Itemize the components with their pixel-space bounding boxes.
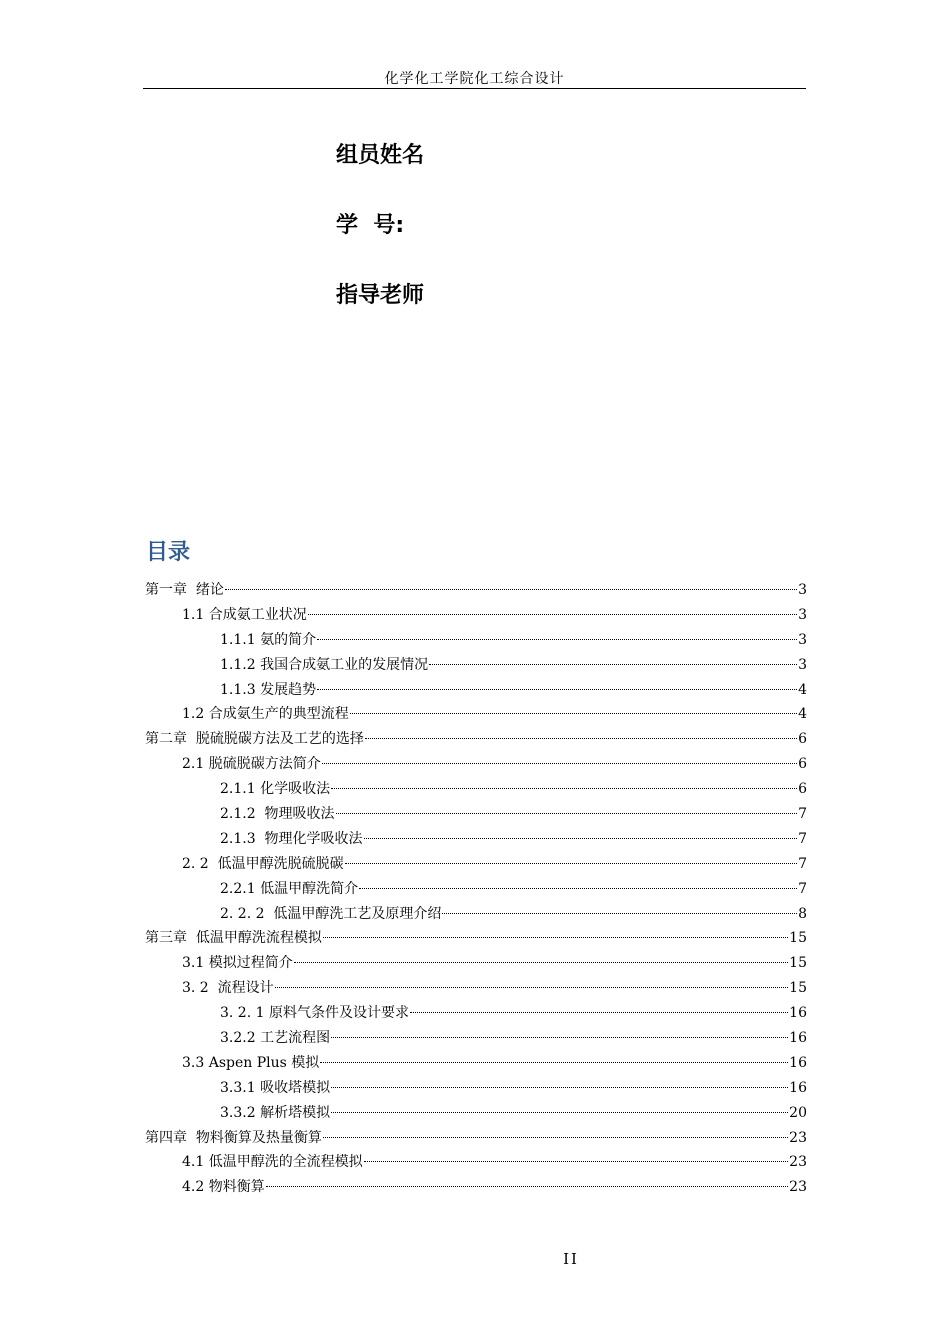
members-label: 组员姓名: [336, 143, 425, 168]
toc-entry-text: 1.1 合成氨工业状况: [182, 606, 307, 623]
toc-entry[interactable]: [145, 578, 807, 603]
toc-entry-text: 第二章 脱硫脱碳方法及工艺的选择: [145, 731, 364, 748]
toc-dot-leader: [266, 1186, 788, 1187]
toc-entry-text: 2.2.1 低温甲醇洗简介: [220, 880, 359, 897]
toc-entry[interactable]: [145, 802, 807, 827]
toc-entry-page: 15: [789, 955, 807, 972]
toc-entry-page: 8: [798, 905, 807, 922]
toc-entry[interactable]: [145, 702, 807, 727]
toc-entry-page: 7: [798, 830, 807, 847]
toc-dot-leader: [331, 788, 797, 789]
toc-dot-leader: [308, 614, 797, 615]
toc-entry-page: 3: [798, 631, 807, 648]
advisor-label: 指导老师: [336, 283, 425, 308]
toc-entry-text: 2.1.2 物理吸收法: [220, 806, 335, 823]
toc-dot-leader: [345, 863, 797, 864]
toc-entry-text: 3.3.1 吸收塔模拟: [220, 1079, 331, 1096]
toc-dot-leader: [331, 1112, 788, 1113]
toc-entry-page: 15: [789, 980, 807, 997]
toc-entry-text: 3.1 模拟过程简介: [182, 955, 293, 972]
toc-entry-text: 2.1 脱硫脱碳方法简介: [182, 756, 321, 773]
toc-dot-leader: [410, 1012, 788, 1013]
toc-entry[interactable]: [145, 752, 807, 777]
toc-entry-text: 3. 2 流程设计: [182, 980, 274, 997]
toc-entry[interactable]: [145, 1076, 807, 1101]
toc-dot-leader: [317, 639, 797, 640]
toc-entry[interactable]: [145, 1051, 807, 1076]
toc-entry[interactable]: [145, 628, 807, 653]
toc-dot-leader: [364, 1161, 788, 1162]
toc-entry[interactable]: [145, 1126, 807, 1151]
toc-list: [145, 578, 807, 1200]
toc-entry-page: 6: [798, 731, 807, 748]
header-rule: [143, 88, 806, 89]
toc-dot-leader: [323, 937, 788, 938]
toc-entry[interactable]: [145, 852, 807, 877]
toc-dot-leader: [331, 1037, 788, 1038]
toc-entry-text: 3.3.2 解析塔模拟: [220, 1104, 331, 1121]
toc-entry-text: 1.1.1 氨的简介: [220, 631, 317, 648]
toc-entry-page: 16: [789, 1030, 807, 1047]
toc-entry-page: 20: [789, 1104, 807, 1121]
toc-entry[interactable]: [145, 777, 807, 802]
toc-entry-page: 16: [789, 1005, 807, 1022]
toc-entry-page: 23: [789, 1129, 807, 1146]
toc-entry-text: 4.1 低温甲醇洗的全流程模拟: [182, 1154, 363, 1171]
toc-entry-text: 1.1.2 我国合成氨工业的发展情况: [220, 656, 429, 673]
toc-dot-leader: [442, 913, 797, 914]
student-id-label: 学 号:: [336, 213, 405, 238]
page-number: II: [563, 1250, 579, 1268]
toc-entry[interactable]: [145, 1175, 807, 1200]
toc-entry-text: 第四章 物料衡算及热量衡算: [145, 1129, 322, 1146]
toc-entry[interactable]: [145, 1026, 807, 1051]
toc-entry-page: 16: [789, 1079, 807, 1096]
toc-entry[interactable]: [145, 653, 807, 678]
toc-dot-leader: [322, 763, 797, 764]
toc-dot-leader: [320, 1062, 788, 1063]
toc-entry-page: 3: [798, 582, 807, 598]
toc-entry-page: 3: [798, 656, 807, 673]
toc-entry-page: 4: [798, 681, 807, 698]
toc-entry-text: 第三章 低温甲醇洗流程模拟: [145, 930, 322, 947]
toc-entry-text: 第一章 绪论: [145, 582, 224, 598]
toc-dot-leader: [294, 962, 788, 963]
toc-entry-page: 6: [798, 781, 807, 798]
toc-dot-leader: [323, 1137, 788, 1138]
toc-dot-leader: [359, 888, 797, 889]
toc-entry-page: 7: [798, 855, 807, 872]
toc-entry-text: 3.3 Aspen Plus 模拟: [182, 1054, 320, 1071]
toc-entry-text: 2.1.3 物理化学吸收法: [220, 830, 363, 847]
toc-entry-page: 15: [789, 930, 807, 947]
toc-entry[interactable]: [145, 827, 807, 852]
toc-entry-text: 1.2 合成氨生产的典型流程: [182, 706, 349, 723]
toc-dot-leader: [429, 664, 797, 665]
toc-entry-text: 4.2 物料衡算: [182, 1179, 265, 1196]
toc-entry-page: 16: [789, 1054, 807, 1071]
toc-entry[interactable]: [145, 951, 807, 976]
toc-entry[interactable]: [145, 976, 807, 1001]
toc-entry-page: 23: [789, 1154, 807, 1171]
toc-entry[interactable]: [145, 877, 807, 902]
toc-entry-page: 3: [798, 606, 807, 623]
toc-entry-text: 2.1.1 化学吸收法: [220, 781, 331, 798]
toc-entry[interactable]: [145, 926, 807, 951]
toc-entry-text: 1.1.3 发展趋势: [220, 681, 317, 698]
toc-dot-leader: [317, 689, 797, 690]
toc-entry[interactable]: [145, 727, 807, 752]
toc-entry-page: 7: [798, 806, 807, 823]
toc-entry-text: 2. 2. 2 低温甲醇洗工艺及原理介绍: [220, 905, 442, 922]
toc-entry-page: 4: [798, 706, 807, 723]
toc-dot-leader: [350, 713, 797, 714]
toc-entry[interactable]: [145, 1150, 807, 1175]
toc-entry[interactable]: [145, 678, 807, 703]
toc-entry-text: 3. 2. 1 原料气条件及设计要求: [220, 1005, 409, 1022]
toc-entry-text: 2. 2 低温甲醇洗脱硫脱碳: [182, 855, 344, 872]
toc-dot-leader: [275, 987, 789, 988]
toc-entry[interactable]: [145, 1101, 807, 1126]
toc-dot-leader: [364, 838, 798, 839]
toc-entry-page: 6: [798, 756, 807, 773]
toc-dot-leader: [336, 813, 798, 814]
toc-entry-page: 23: [789, 1179, 807, 1196]
toc-entry[interactable]: [145, 1001, 807, 1026]
toc-entry-page: 7: [798, 880, 807, 897]
toc-dot-leader: [365, 738, 797, 739]
toc-entry-text: 3.2.2 工艺流程图: [220, 1030, 331, 1047]
toc-title: 目录: [146, 540, 191, 565]
page-header: 化学化工学院化工综合设计: [384, 71, 565, 87]
toc-dot-leader: [225, 589, 797, 590]
toc-entry[interactable]: [145, 902, 807, 927]
toc-entry[interactable]: [145, 603, 807, 628]
toc-dot-leader: [331, 1087, 788, 1088]
